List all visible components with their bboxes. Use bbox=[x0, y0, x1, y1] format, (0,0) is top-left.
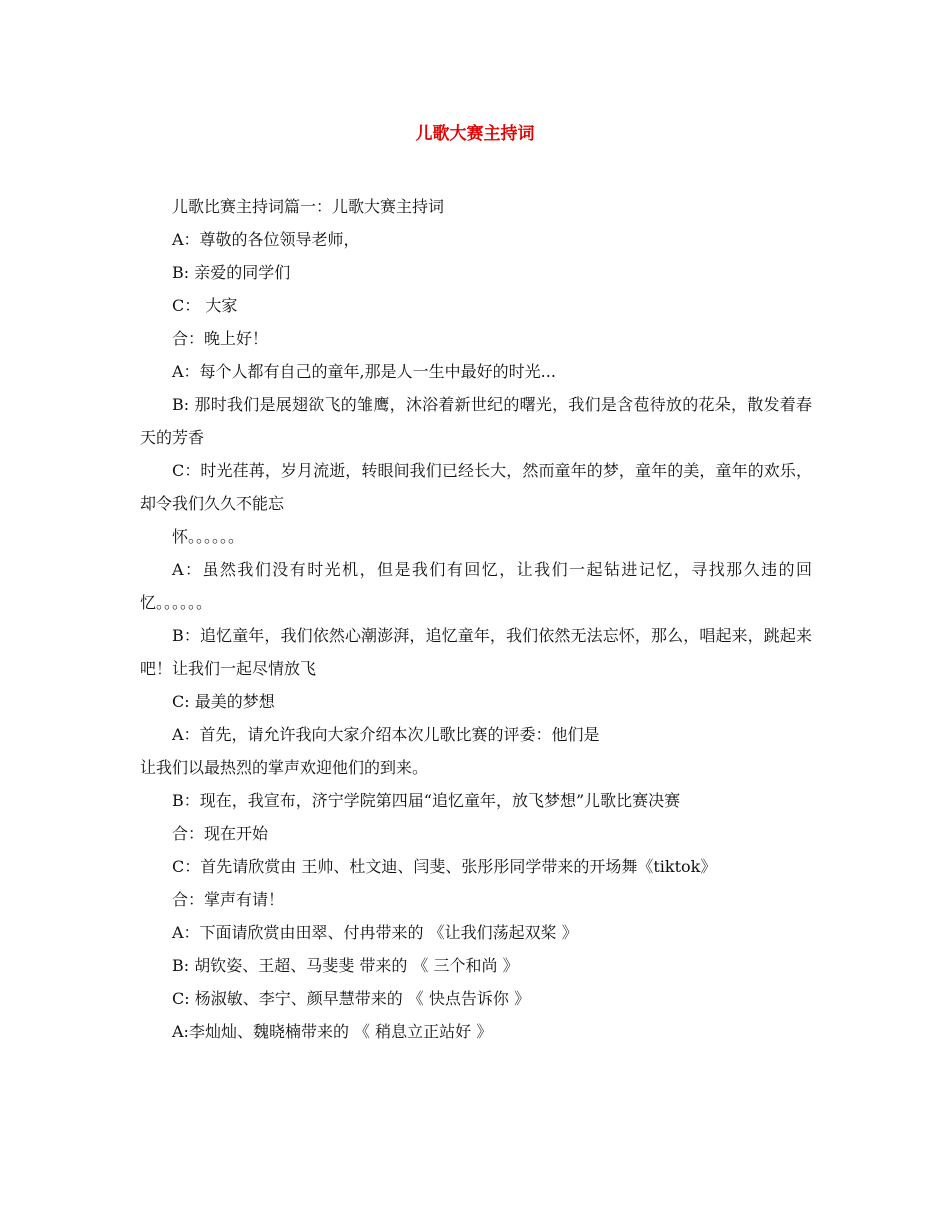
paragraph: B: 那时我们是展翅欲飞的雏鹰，沐浴着新世纪的曙光，我们是含苞待放的花朵，散发着春天的芳香 bbox=[140, 395, 812, 447]
paragraph: A：尊敬的各位领导老师， bbox=[172, 230, 360, 249]
paragraph: A：首先，请允许我向大家介绍本次儿歌比赛的评委：他们是 bbox=[172, 725, 600, 744]
document-body bbox=[140, 190, 812, 1048]
paragraph: A：每个人都有自己的童年,那是人一生中最好的时光... bbox=[172, 362, 556, 381]
paragraph: 儿歌比赛主持词篇一：儿歌大赛主持词 bbox=[172, 197, 445, 216]
paragraph: A：虽然我们没有时光机，但是我们有回忆，让我们一起钻进记忆，寻找那久违的回忆。。。。。。 bbox=[140, 560, 812, 612]
paragraph: C: 杨淑敏、李宁、颜早慧带来的 《 快点告诉你 》 bbox=[172, 989, 530, 1008]
paragraph: C: 最美的梦想 bbox=[172, 692, 275, 711]
paragraph: C：首先请欣赏由 王帅、杜文迪、闫斐、张彤彤同学带来的开场舞《tiktok》 bbox=[172, 857, 717, 876]
paragraph: A:李灿灿、魏晓楠带来的 《 稍息立正站好 》 bbox=[172, 1022, 493, 1041]
paragraph: 合：晚上好！ bbox=[172, 329, 269, 348]
document-title: 儿歌大赛主持词 bbox=[415, 124, 535, 144]
paragraph: 让我们以最热烈的掌声欢迎他们的到来。 bbox=[140, 758, 429, 777]
paragraph: A：下面请欣赏由田翠、付冉带来的 《让我们荡起双桨 》 bbox=[172, 923, 578, 942]
paragraph: B: 亲爱的同学们 bbox=[172, 263, 291, 282]
paragraph: B: 胡钦姿、王超、马斐斐 带来的 《 三个和尚 》 bbox=[172, 956, 519, 975]
paragraph: B：现在，我宣布，济宁学院第四届“追忆童年，放飞梦想”儿歌比赛决赛 bbox=[172, 791, 681, 810]
paragraph: 合：现在开始 bbox=[172, 824, 269, 843]
paragraph: 合：掌声有请！ bbox=[172, 890, 285, 909]
paragraph: C： 大家 bbox=[172, 296, 238, 315]
paragraph: C：时光荏苒，岁月流逝，转眼间我们已经长大，然而童年的梦，童年的美，童年的欢乐，却令我们久久不能忘 bbox=[140, 461, 812, 513]
paragraph: B：追忆童年，我们依然心潮澎湃，追忆童年，我们依然无法忘怀，那么，唱起来，跳起来吧！让我们一起尽情放飞 bbox=[140, 626, 812, 678]
paragraph: 怀。。。。。。 bbox=[172, 527, 245, 546]
